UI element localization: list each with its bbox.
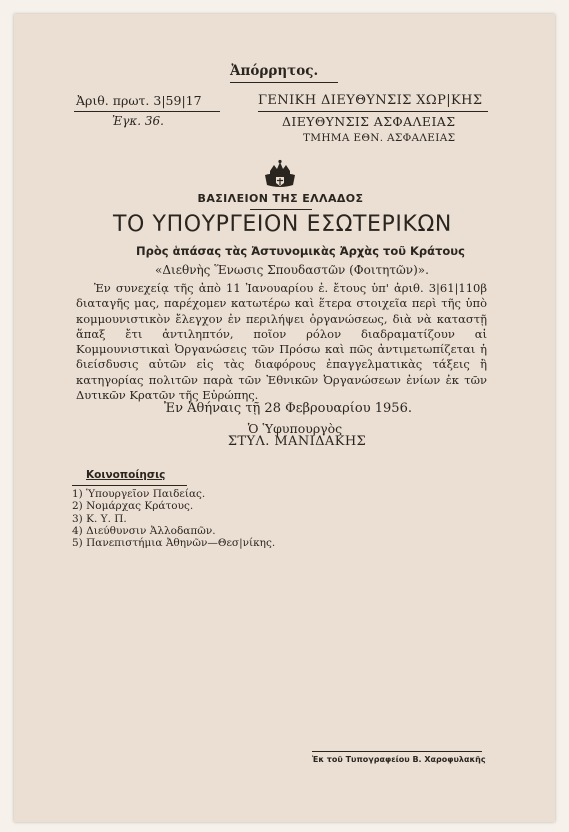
printer-divider: [312, 751, 482, 752]
body-paragraph: Ἐν συνεχείᾳ τῆς ἀπὸ 11 Ἰανουαρίου ἐ. ἔτους ὑπ' ἀριθ. 3|61|110β διαταγῆς μας, παρέχομεν κατωτέρω καὶ ἕτερα στοιχεῖα περὶ τῆς ὑπὸ κομμουνιστικὸν ἔλεγχον ἐν περιλήψει ὀργανώσεως, διὰ νὰ καταστῇ ἅπαξ ἔτι ἀντιληπτόν, ποῖον ρόλον διαδραματίζουν αἱ Κομμουνιστικαὶ Ὀργανώσεις τῶν Πρόσω καὶ πῶς ἀντιμετωπίζεται ἡ διείσδυσις αὐτῶν εἰς τὰς διαφόρους ἐπαγγελματικὰς τάξεις ἢ κατηγορίας πολιτῶν παρὰ τῶν Ἐθνικῶν Ὀργανώσεων ἐνίων ἐκ τῶν Δυτικῶν Κρατῶν τῆς Εὐρώπης.: [76, 281, 487, 403]
distribution-list: [72, 488, 275, 549]
subject-line: «Διεθνὴς Ἕνωσις Σπουδαστῶν (Φοιτητῶν)».: [155, 263, 429, 277]
printer-imprint: Ἐκ τοῦ Τυπογραφείου Β. Χαροφυλακῆς: [312, 755, 486, 764]
date-line: Ἐν Ἀθήναις τῇ 28 Φεβρουαρίου 1956.: [164, 401, 412, 416]
enclosure-number: Ἐγκ. 36.: [112, 114, 164, 128]
signatory-title: Ὁ Ὑφυπουργὸς: [247, 421, 343, 436]
document-sheet: [14, 14, 555, 822]
list-item: 2) Νομάρχας Κράτους.: [72, 500, 194, 513]
addressee: Πρὸς ἁπάσας τὰς Ἀστυνομικὰς Ἀρχὰς τοῦ Κράτους: [136, 244, 465, 258]
kingdom-divider: [250, 209, 312, 210]
kingdom-heading: ΒΑΣΙΛΕΙΟΝ ΤΗΣ ΕΛΛΑΔΟΣ: [197, 192, 364, 205]
royal-crown-crest-icon: [262, 159, 298, 189]
directorate: ΔΙΕΥΘΥΝΣΙΣ ΑΣΦΑΛΕΙΑΣ: [282, 114, 456, 129]
department: ΤΜΗΜΑ ΕΘΝ. ΑΣΦΑΛΕΙΑΣ: [303, 132, 456, 144]
classification-mark: Ἀπόρρητος.: [230, 63, 338, 83]
list-item: 5) Πανεπιστήμια Ἀθηνῶν—Θεσ|νίκης.: [72, 537, 276, 550]
ministry-title: ΤΟ ΥΠΟΥΡΓΕΙΟΝ ΕΣΩΤΕΡΙΚΩΝ: [113, 212, 452, 237]
directorate-divider: [258, 111, 488, 112]
list-item: 1) Ὑπουργεῖον Παιδείας.: [72, 488, 206, 500]
list-item: 3) Κ. Υ. Π.: [72, 512, 127, 525]
distribution-label: Κοινοποίησις: [86, 469, 166, 481]
list-item: 4) Διεύθυνσιν Ἀλλοδαπῶν.: [72, 524, 216, 537]
protocol-number: Ἀριθ. πρωτ. 3|59|17: [76, 93, 202, 108]
distribution-divider: [72, 485, 187, 486]
signatory-name: ΣΤΥΛ. ΜΑΝΙΔΑΚΗΣ: [227, 434, 367, 449]
protocol-divider: [74, 111, 220, 112]
directorate-general: ΓΕΝΙΚΗ ΔΙΕΥΘΥΝΣΙΣ ΧΩΡ|ΚΗΣ: [258, 93, 483, 108]
